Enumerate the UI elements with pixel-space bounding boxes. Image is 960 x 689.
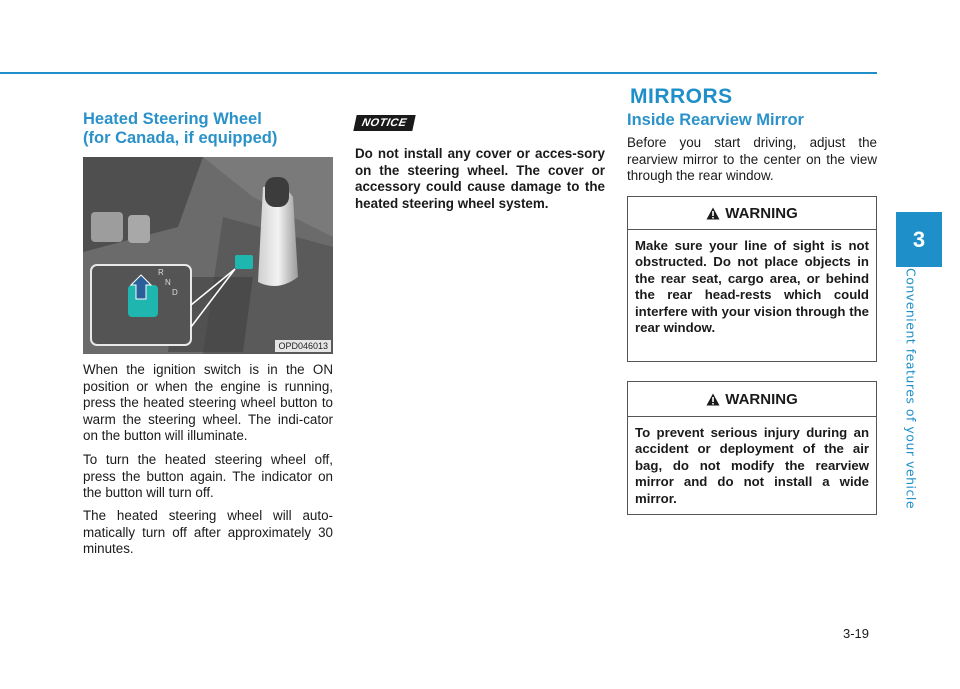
- top-rule: [0, 72, 877, 74]
- rearview-mirror-heading: Inside Rearview Mirror: [627, 111, 804, 129]
- warning-label-2: WARNING: [725, 390, 798, 408]
- paragraph-3: The heated steering wheel will auto-matically turn off after approximately 30 minutes.: [83, 508, 333, 556]
- warning-triangle-icon: [706, 393, 720, 406]
- paragraph-2: To turn the heated steering wheel off, press the button again. The indicator on the button will turn off.: [83, 452, 333, 500]
- chapter-tab: 3: [896, 212, 942, 267]
- heading-line1: Heated Steering Wheel: [83, 110, 262, 128]
- paragraph-1: When the ignition switch is in the ON position or when the engine is running, press the heated steering wheel button to warm the steering wheel. The indi-cator on the button will illuminate.: [83, 362, 333, 443]
- console-illustration: [83, 157, 333, 354]
- gear-label-d: D: [172, 288, 178, 297]
- steering-button-photo: [83, 157, 333, 354]
- gear-label-r: R: [158, 268, 164, 277]
- warning-header-1: [628, 197, 876, 230]
- notice-badge: NOTICE: [353, 115, 415, 131]
- warning-text-1: Make sure your line of sight is not obstructed. Do not place objects in the rear seat, cargo area, or behind the rear head-rests which could interfere with your vision through the rear window.: [635, 238, 869, 336]
- warning-box-2: [627, 381, 877, 515]
- warning-label-1: WARNING: [725, 204, 798, 222]
- notice-text: Do not install any cover or acces-sory on the steering wheel. The cover or accessory could cause damage to the heated steering wheel system.: [355, 146, 605, 211]
- page-number: 3-19: [843, 626, 870, 641]
- gear-label-n: N: [165, 278, 171, 287]
- heading-line2: (for Canada, if equipped): [83, 129, 278, 147]
- warning-triangle-icon: [706, 207, 720, 220]
- mirror-intro: Before you start driving, adjust the rearview mirror to the center on the view through the rear window.: [627, 135, 877, 183]
- warning-header-2: [628, 382, 876, 417]
- warning-text-2: To prevent serious injury during an accident or deployment of the air bag, do not modify the rearview mirror and do not install a wide mirror.: [635, 425, 869, 506]
- heated-steering-heading: [83, 110, 343, 148]
- chapter-title: Convenient features of your vehicle: [903, 268, 919, 510]
- warning-box-1: [627, 196, 877, 362]
- image-caption: OPD046013: [275, 340, 331, 352]
- section-title: MIRRORS: [630, 85, 733, 108]
